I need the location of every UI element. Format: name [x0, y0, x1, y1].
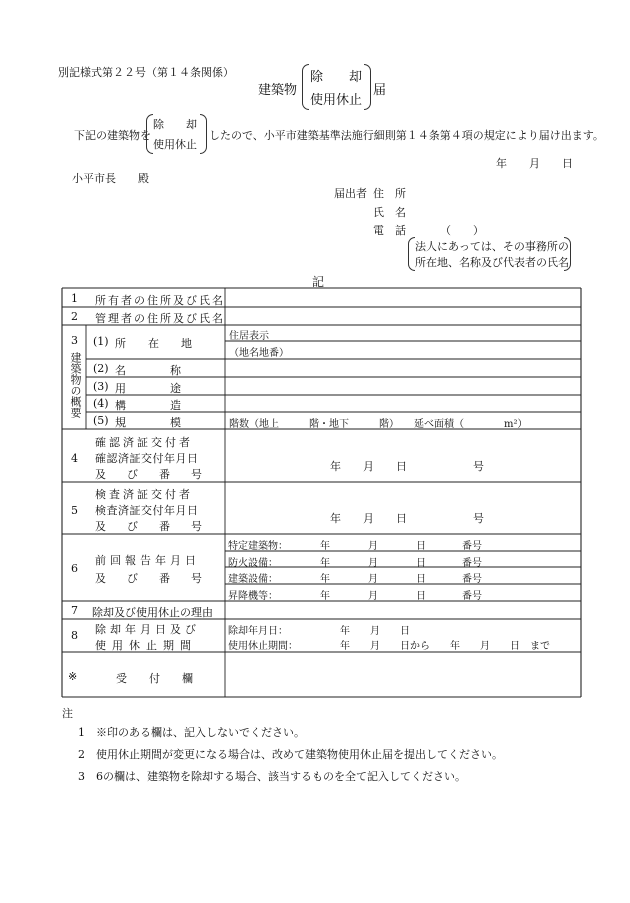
notifier-note-line2: 所在地、名称及び代表者の氏名 [415, 256, 569, 269]
row5-line1: 検査済証交付者 [95, 488, 193, 501]
reception-box [226, 653, 580, 696]
owner-input[interactable] [226, 289, 580, 306]
row7-number: 7 [71, 604, 78, 617]
row6-item-month: 月 [368, 558, 378, 569]
row5-line2: 検査済証交付年月日 [95, 504, 199, 517]
reason-input[interactable] [226, 602, 580, 618]
row6-number: 6 [71, 562, 78, 575]
row6-item-label: 建築設備： [228, 574, 278, 585]
row2-number: 2 [71, 310, 78, 323]
notifier-label: 届出者 [334, 187, 367, 200]
row4-line2: 確認済証交付年月日 [95, 452, 199, 465]
row6-line2: 及 び 番 号 [95, 572, 207, 585]
form-number: 別記様式第２２号（第１４条関係） [58, 66, 234, 79]
row7-label: 除却及び使用休止の理由 [92, 606, 213, 619]
row4-line1: 確認済証交付者 [95, 436, 193, 449]
row3-group-label: 建築物の概要 [69, 352, 82, 418]
row6-item-number: 番号 [462, 558, 482, 569]
row8-line1: 除却年月日及び [95, 623, 200, 636]
submission-date: 年 月 日 [496, 157, 573, 170]
row3-sub4-number: (4) [93, 397, 109, 410]
row5-number: 5 [71, 504, 78, 517]
row6-item-year: 年 [320, 591, 330, 602]
row3-sub3-number: (3) [93, 380, 109, 393]
row3-sub1-value2: （地名地番） [229, 348, 289, 359]
title-suffix: 届 [373, 83, 387, 98]
row4-value: 年 月 日 号 [330, 460, 484, 473]
row3-number: 3 [71, 334, 78, 347]
row3-sub1-value1: 住居表示 [229, 331, 269, 342]
row6-item-label: 防火設備： [228, 558, 278, 569]
building-name-input[interactable] [226, 360, 580, 376]
building-structure-input[interactable] [226, 396, 580, 411]
notifier-phone-label: 電 話 [373, 224, 406, 237]
row6-item-day: 日 [416, 558, 426, 569]
notifier-note-line1: 法人にあっては、その事務所の [415, 240, 569, 253]
row3-sub5-label: 規 模 [115, 416, 181, 429]
row2-label: 管理者の住所及び氏名 [95, 312, 225, 325]
notifier-name-label: 氏 名 [373, 206, 406, 219]
row6-item-year: 年 [320, 558, 330, 569]
notes-title: 注 [62, 707, 73, 720]
manager-input[interactable] [226, 308, 580, 324]
intro-prefix: 下記の建築物を [74, 129, 151, 142]
row6-item-number: 番号 [462, 574, 482, 585]
row8-suspension-label: 使用休止期間： [228, 641, 298, 652]
addressee: 小平市長 殿 [72, 172, 149, 185]
row6-item-month: 月 [368, 591, 378, 602]
row3-sub2-number: (2) [93, 362, 109, 375]
row6-item-day: 日 [416, 541, 426, 552]
row6-item-year: 年 [320, 574, 330, 585]
note-item-2: 2 使用休止期間が変更になる場合は、改めて建築物使用休止届を提出してください。 [78, 748, 503, 761]
row4-number: 4 [71, 452, 78, 465]
row8-line2: 使用休止期間 [95, 639, 197, 652]
title-prefix: 建築物 [258, 83, 298, 98]
row8-demolition-date-label: 除却年月日： [228, 626, 288, 637]
row3-sub5-value: 階数（地上 階・地下 階） 延べ面積（ m²） [229, 419, 528, 430]
row6-item-year: 年 [320, 541, 330, 552]
notifier-phone-paren: （ ） [440, 224, 484, 237]
note-item-1: 1 ※印のある欄は、記入しないでください。 [78, 726, 305, 739]
row6-item-day: 日 [416, 591, 426, 602]
title-option-demolition: 除 却 [310, 70, 363, 85]
row8-suspension-period: 年 月 日から 年 月 日 まで [340, 641, 550, 652]
ki-heading: 記 [312, 275, 325, 289]
row5-line3: 及 び 番 号 [95, 520, 207, 533]
title-option-suspension: 使用休止 [310, 93, 363, 108]
row8-number: 8 [71, 629, 78, 642]
row6-item-label: 昇降機等： [228, 591, 278, 602]
reception-mark: ※ [68, 670, 78, 683]
row6-item-day: 日 [416, 574, 426, 585]
row6-item-month: 月 [368, 541, 378, 552]
row6-item-month: 月 [368, 574, 378, 585]
row6-line1: 前回報告年月日 [95, 554, 200, 567]
notifier-address-label: 住 所 [373, 187, 406, 200]
row6-item-number: 番号 [462, 541, 482, 552]
row3-sub1-number: (1) [93, 335, 109, 348]
building-use-input[interactable] [226, 378, 580, 394]
row1-number: 1 [71, 292, 78, 305]
intro-option-suspension: 使用休止 [153, 138, 197, 151]
row3-sub5-number: (5) [93, 414, 109, 427]
row4-line3: 及 び 番 号 [95, 468, 207, 481]
row3-sub3-label: 用 途 [115, 382, 181, 395]
row6-item-number: 番号 [462, 591, 482, 602]
row1-label: 所有者の住所及び氏名 [95, 294, 225, 307]
row6-item-label: 特定建築物： [228, 541, 288, 552]
row3-sub1-label: 所 在 地 [115, 337, 192, 350]
row5-value: 年 月 日 号 [330, 512, 484, 525]
reception-label: 受 付 欄 [116, 672, 193, 685]
row3-sub4-label: 構 造 [115, 399, 181, 412]
row3-sub2-label: 名 称 [115, 364, 181, 377]
intro-option-demolition: 除 却 [153, 118, 197, 131]
intro-suffix: したので、小平市建築基準法施行細則第１４条第４項の規定により届け出ます。 [209, 129, 604, 142]
row8-demolition-date: 年 月 日 [340, 626, 410, 637]
note-item-3: 3 6の欄は、建築物を除却する場合、該当するものを全て記入してください。 [78, 770, 466, 783]
